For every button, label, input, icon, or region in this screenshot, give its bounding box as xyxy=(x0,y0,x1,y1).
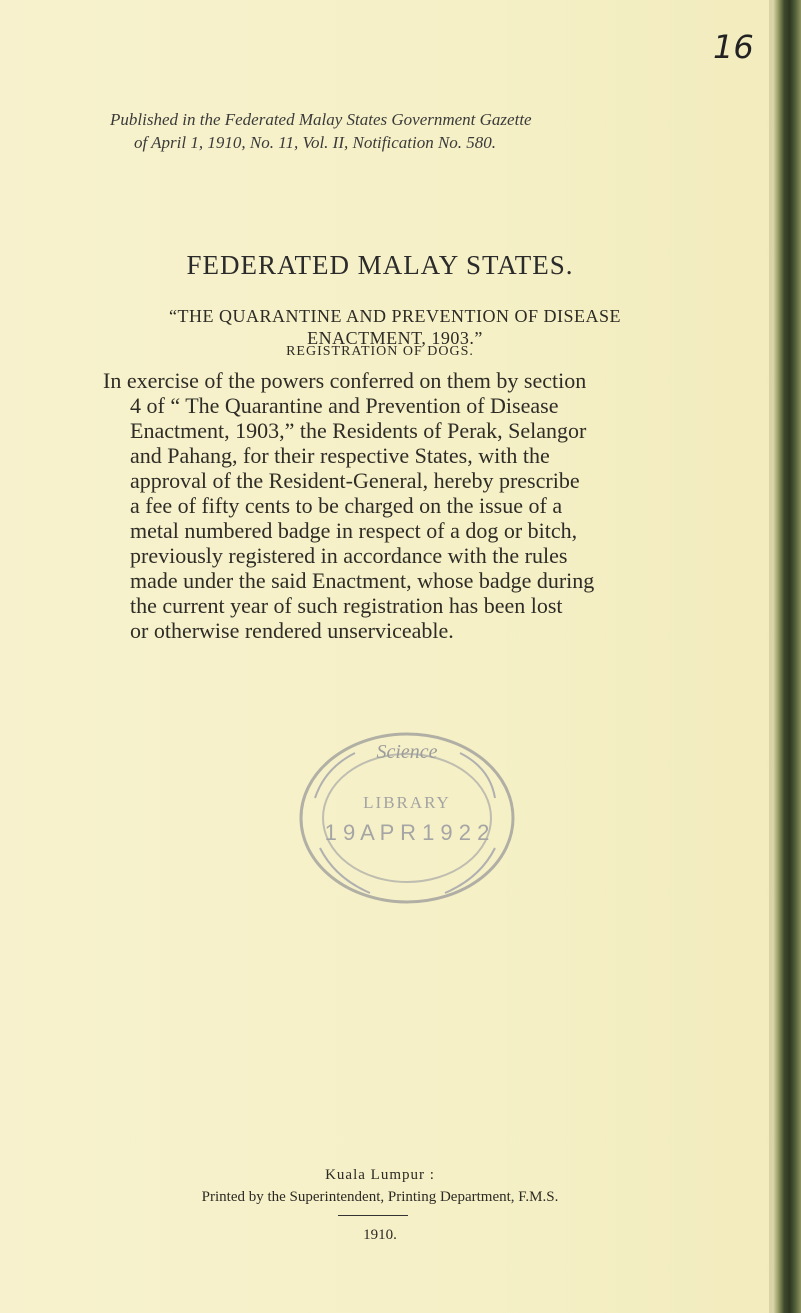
gazette-line-1: Published in the Federated Malay States Government Gazette xyxy=(110,110,532,129)
document-title: FEDERATED MALAY STATES. xyxy=(186,250,574,280)
subheading: REGISTRATION OF DOGS. xyxy=(286,344,474,359)
body-line: metal numbered badge in respect of a dog or bitch, xyxy=(130,518,578,543)
footer-place: Kuala Lumpur : xyxy=(325,1167,435,1183)
enactment-title xyxy=(85,305,705,349)
footer-printer: Printed by the Superintendent, Printing Department, F.M.S. xyxy=(201,1189,559,1205)
notification-body xyxy=(103,368,690,643)
footer-year: 1910. xyxy=(363,1227,397,1243)
enactment-line-1: “THE QUARANTINE AND PREVENTION OF DISEASE xyxy=(169,306,621,326)
body-line: approval of the Resident-General, hereby prescribe xyxy=(130,468,580,493)
stamp-date-text: 1 9 A P R 1 9 2 2 xyxy=(324,820,490,845)
body-line: previously registered in accordance with the rules xyxy=(130,543,568,568)
body-line: and Pahang, for their respective States, with the xyxy=(130,443,550,468)
stamp-top-text: Science xyxy=(376,741,438,763)
book-spine xyxy=(773,0,801,1313)
body-line: made under the said Enactment, whose badge during xyxy=(130,568,595,593)
library-stamp xyxy=(295,728,520,908)
body-line: Enactment, 1903,” the Residents of Perak, Selangor xyxy=(130,418,587,443)
body-line: a fee of fifty cents to be charged on the issue of a xyxy=(130,493,563,518)
footer-divider xyxy=(338,1215,408,1216)
gazette-reference xyxy=(110,108,670,154)
body-line: the current year of such registration has been lost xyxy=(130,593,563,618)
enactment-line-2: ENACTMENT, 1903.” xyxy=(307,328,483,348)
gazette-line-2: of April 1, 1910, No. 11, Vol. II, Notification No. 580. xyxy=(134,133,497,152)
stamp-library-text: LIBRARY xyxy=(363,793,451,812)
body-line: or otherwise rendered unserviceable. xyxy=(130,618,454,643)
body-line: 4 of “ The Quarantine and Prevention of Disease xyxy=(130,393,559,418)
page-number: 16 xyxy=(713,28,754,66)
body-line: In exercise of the powers conferred on them by section xyxy=(103,368,587,393)
